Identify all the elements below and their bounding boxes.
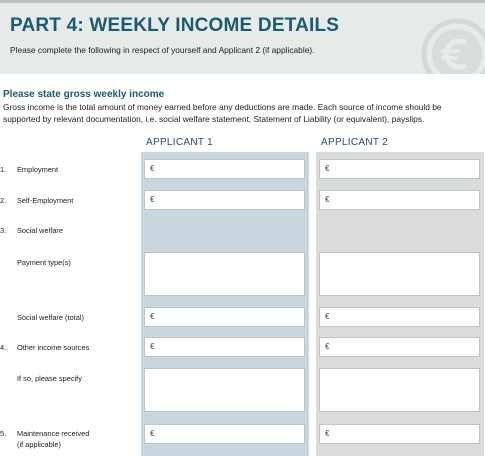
page-subtitle: Please complete the following in respect of yourself and Applicant 2 (if applicable).	[10, 45, 315, 55]
payment-types-applicant-1-textarea[interactable]	[144, 252, 305, 296]
euro-icon	[420, 17, 485, 74]
social-welfare-total-applicant-1-input[interactable]	[144, 307, 305, 327]
employment-applicant-2-input[interactable]	[319, 159, 480, 179]
euro-symbol: €	[325, 342, 330, 351]
social-welfare-label: Social welfare	[17, 226, 64, 235]
self-employment-applicant-1-input[interactable]	[144, 190, 305, 210]
section-heading: Please state gross weekly income	[3, 89, 165, 100]
row-number: 2.	[0, 196, 7, 205]
euro-symbol: €	[325, 312, 330, 321]
euro-symbol: €	[150, 195, 155, 204]
other-income-applicant-1-input[interactable]	[144, 337, 305, 357]
specify-applicant-1-textarea[interactable]	[144, 368, 305, 412]
other-income-applicant-2-input[interactable]	[319, 337, 480, 357]
employment-label: Employment	[17, 165, 59, 174]
maintenance-sublabel: (if applicable)	[17, 440, 61, 449]
euro-symbol: €	[325, 164, 330, 173]
euro-symbol: €	[150, 429, 155, 438]
payment-types-label: Payment type(s)	[17, 258, 71, 267]
euro-symbol: €	[150, 164, 155, 173]
section-description: Gross income is the total amount of money earned before any deductions are made. Each source of income should be supported by relevant documentation, i.e. social welfare statement, Statement of Liability (or equivalent), payslips.	[3, 102, 442, 124]
maintenance-applicant-2-input[interactable]	[319, 424, 480, 444]
euro-symbol: €	[150, 312, 155, 321]
self-employment-applicant-2-input[interactable]	[319, 190, 480, 210]
other-income-label: Other income sources	[17, 343, 90, 352]
specify-label: If so, please specify	[17, 374, 82, 383]
social-welfare-total-label: Social welfare (total)	[17, 313, 84, 322]
self-employment-label: Self-Employment	[17, 196, 74, 205]
social-welfare-total-applicant-2-input[interactable]	[319, 307, 480, 327]
page-title: PART 4: WEEKLY INCOME DETAILS	[10, 15, 340, 36]
employment-applicant-1-input[interactable]	[144, 159, 305, 179]
row-number: 5.	[0, 429, 7, 438]
payment-types-applicant-2-textarea[interactable]	[319, 252, 480, 296]
euro-symbol: €	[150, 342, 155, 351]
row-number: 1.	[0, 165, 7, 174]
applicant-2-column-header: APPLICANT 2	[321, 137, 389, 148]
euro-symbol: €	[325, 195, 330, 204]
maintenance-applicant-1-input[interactable]	[144, 424, 305, 444]
page-header	[0, 0, 485, 74]
row-number: 3.	[0, 226, 7, 235]
maintenance-label: Maintenance received	[17, 429, 90, 438]
specify-applicant-2-textarea[interactable]	[319, 368, 480, 412]
row-number: 4.	[0, 343, 7, 352]
euro-symbol: €	[325, 429, 330, 438]
applicant-1-column-header: APPLICANT 1	[146, 137, 214, 148]
